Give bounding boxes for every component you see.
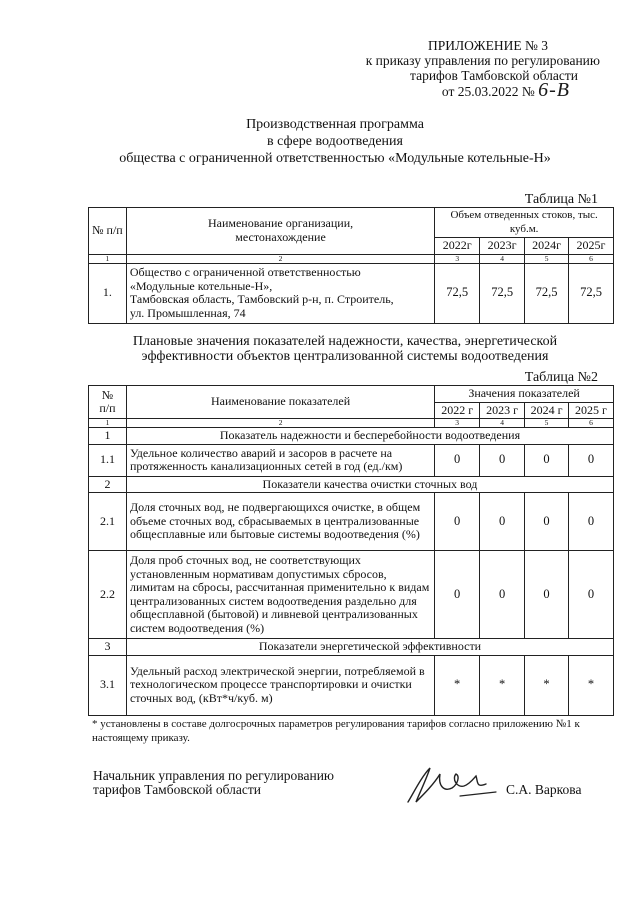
document-title	[80, 116, 590, 167]
appendix-header	[300, 38, 600, 99]
t2-sec1-title: Показатель надежности и бесперебойности водоотведения	[126, 428, 613, 445]
t2-year-2024: 2024 г	[525, 402, 569, 419]
table-row	[89, 493, 614, 551]
table2-caption: Таблица №2	[524, 370, 598, 385]
t2-header-name: Наименование показателей	[126, 386, 434, 419]
t2-r11-num: 1.1	[89, 444, 127, 476]
t1-year-2023: 2023г	[480, 238, 525, 255]
t1-value-2025: 72,5	[569, 263, 614, 323]
table2-heading-line-1: Плановые значения показателей надежности, качества, энергетической	[132, 334, 558, 349]
t1-colnum: 2	[126, 254, 434, 263]
t2-r21-value: 0	[435, 493, 480, 551]
t2-colnum: 6	[569, 419, 614, 428]
t2-r21-value: 0	[480, 493, 525, 551]
table-row	[89, 639, 614, 656]
t1-year-2025: 2025г	[569, 238, 614, 255]
title-line-3: общества с ограниченной ответственностью «Модульные котельные-Н»	[119, 151, 551, 166]
table-row	[89, 476, 614, 493]
t2-r21-text: Доля сточных вод, не подвергающихся очистке, в общем объеме сточных вод, сбрасываемых в централизованные общесплавные или бытовые системы водоотведения (%)	[126, 493, 434, 551]
table-row	[89, 551, 614, 639]
appendix-date-line	[300, 79, 600, 101]
t2-sec3-num: 3	[89, 639, 127, 656]
title-line-1: Производственная программа	[246, 117, 424, 132]
t2-year-2023: 2023 г	[480, 402, 525, 419]
signature-title-line-2: тарифов Тамбовской области	[93, 782, 261, 797]
appendix-order-line: к приказу управления по регулированию	[365, 53, 600, 68]
t2-sec2-title: Показатели качества очистки сточных вод	[126, 476, 613, 493]
t2-r21-num: 2.1	[89, 493, 127, 551]
t2-year-2025: 2025 г	[569, 402, 614, 419]
t2-colnum: 2	[126, 419, 434, 428]
t1-header-volume: Объем отведенных стоков, тыс. куб.м.	[435, 208, 614, 238]
table2	[88, 385, 614, 716]
footnote: * установлены в составе долгосрочных параметров регулирования тарифов согласно приложению №1 к настоящему приказу.	[92, 718, 580, 744]
t1-org-line: «Модульные котельные-Н»,	[129, 278, 273, 293]
signer-name: С.А. Варкова	[506, 782, 582, 797]
t2-r21-value: 0	[525, 493, 569, 551]
table2-heading-line-2: эффективности объектов централизованной системы водоотведения	[141, 349, 549, 364]
t2-r22-value: 0	[569, 551, 614, 639]
t2-r31-value: *	[480, 655, 525, 715]
t2-r11-value: 0	[569, 444, 614, 476]
t2-r11-value: 0	[435, 444, 480, 476]
t2-r31-text: Удельный расход электрической энергии, потребляемой в технологическом процессе транспортировки и очистки сточных вод, (кВт*ч/куб. м)	[126, 655, 434, 715]
t1-org-line: Тамбовская область, Тамбовский р-н, п. Строитель,	[129, 292, 394, 306]
t1-value-2024: 72,5	[525, 263, 569, 323]
table-row	[89, 655, 614, 715]
table-row	[89, 263, 614, 323]
t2-r11-value: 0	[525, 444, 569, 476]
t1-org-line: Общество с ограниченной ответственностью	[129, 265, 361, 279]
signature-position	[93, 769, 334, 797]
appendix-authority-line: тарифов Тамбовской области	[410, 68, 578, 83]
table-row	[89, 428, 614, 445]
t2-r22-value: 0	[435, 551, 480, 639]
table2-heading	[90, 334, 600, 364]
appendix-date: от 25.03.2022 №	[441, 84, 535, 99]
t1-header-name: Наименование организации, местонахождение	[126, 208, 434, 255]
t2-sec1-num: 1	[89, 428, 127, 445]
t2-year-2022: 2022 г	[435, 402, 480, 419]
t2-r22-value: 0	[480, 551, 525, 639]
table1	[88, 207, 614, 324]
t2-r31-value: *	[435, 655, 480, 715]
t2-sec2-num: 2	[89, 476, 127, 493]
t1-row-org	[126, 263, 434, 323]
t1-colnum: 4	[480, 254, 525, 263]
t2-header-num: № п/п	[89, 386, 127, 419]
handwritten-signature	[400, 762, 500, 808]
t1-value-2022: 72,5	[435, 263, 480, 323]
table1-caption: Таблица №1	[524, 192, 598, 207]
t1-year-2022: 2022г	[435, 238, 480, 255]
t2-r22-text: Доля проб сточных вод, не соответствующих установленным нормативам допустимых сбросов, лимитам на сбросы, рассчитанная применительно к видам централизованных систем водоотведения раздельно для общесплавной (бытовой) и ливневой централизованных систем водоотведения (%)	[126, 551, 434, 639]
t2-r11-value: 0	[480, 444, 525, 476]
signature-title-line-1: Начальник управления по регулированию	[93, 768, 335, 783]
t2-r22-value: 0	[525, 551, 569, 639]
t1-value-2023: 72,5	[480, 263, 525, 323]
appendix-title: ПРИЛОЖЕНИЕ № 3	[427, 38, 548, 53]
handwritten-order-number: 6-В	[538, 79, 570, 101]
t2-colnum: 3	[435, 419, 480, 428]
t2-r22-num: 2.2	[89, 551, 127, 639]
title-line-2: в сфере водоотведения	[267, 134, 403, 149]
t2-r21-value: 0	[569, 493, 614, 551]
t2-header-values: Значения показателей	[435, 386, 614, 403]
t2-r31-value: *	[525, 655, 569, 715]
t1-header-num: № п/п	[89, 208, 127, 255]
t2-sec3-title: Показатели энергетической эффективности	[126, 639, 613, 656]
t2-colnum: 1	[89, 419, 127, 428]
t2-colnum: 4	[480, 419, 525, 428]
t2-colnum: 5	[525, 419, 569, 428]
t1-colnum: 1	[89, 254, 127, 263]
t1-colnum: 6	[569, 254, 614, 263]
t2-r31-value: *	[569, 655, 614, 715]
t1-row-num: 1.	[89, 263, 127, 323]
t1-year-2024: 2024г	[525, 238, 569, 255]
table-row	[89, 444, 614, 476]
t2-r31-num: 3.1	[89, 655, 127, 715]
t1-org-line: ул. Промышленная, 74	[129, 305, 246, 320]
t1-colnum: 3	[435, 254, 480, 263]
t2-r11-text: Удельное количество аварий и засоров в расчете на протяженность канализационных сетей в год (ед./км)	[126, 444, 434, 476]
t1-colnum: 5	[525, 254, 569, 263]
